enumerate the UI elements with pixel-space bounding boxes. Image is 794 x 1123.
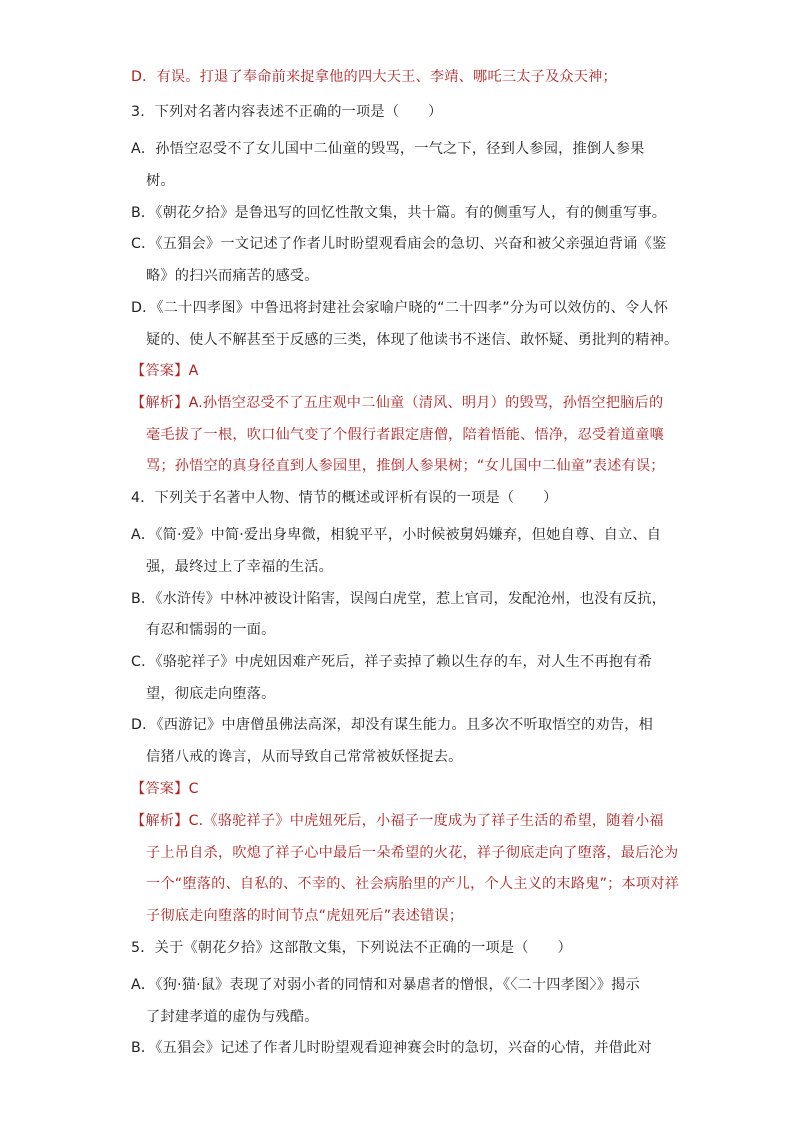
question-4-analysis-cont1: 子上吊自杀，吹熄了祥子心中最后一朵希望的火花，祥子彻底走向了堕落，最后沦为	[146, 845, 679, 861]
question-5-option-a: A．《狗·猫·鼠》表现了对弱小者的同情和对暴虐者的憎恨，《〈二十四孝图〉》揭示	[131, 977, 640, 993]
answer-tag: 【答案】	[131, 781, 189, 797]
question-3-option-a: A．孙悟空忍受不了女儿国中二仙童的毁骂，一气之下，径到人参园，推倒人参果	[131, 141, 645, 157]
question-4-option-b-cont: 有忍和懦弱的一面。	[146, 622, 276, 638]
question-3-option-c: C．《五猖会》一文记述了作者儿时盼望观看庙会的急切、兴奋和被父亲强迫背诵《鉴	[131, 236, 667, 252]
question-4-option-d: D．《西游记》中唐僧虽佛法高深，却没有谋生能力。且多次不听取悟空的劝告，相	[131, 717, 653, 733]
question-4-answer	[131, 779, 671, 799]
question-4-option-a-cont: 强，最终过上了幸福的生活。	[146, 559, 334, 575]
question-3-stem: 3．下列对名著内容表述不正确的一项是（ ）	[131, 104, 443, 120]
answer-value: C	[188, 781, 199, 797]
question-4-analysis-cont2: 一个“堕落的、自私的、不幸的、社会病胎里的产儿，个人主义的末路鬼”；本项对祥	[146, 876, 680, 892]
analysis-tag: 【解析】	[131, 813, 189, 829]
question-4-analysis	[131, 811, 671, 831]
question-4-option-d-cont: 信猪八戒的谗言，从而导致自己常常被妖怪捉去。	[146, 749, 463, 765]
question-3-analysis-cont2: 骂；孙悟空的真身径直到人参园里，推倒人参果树；“女儿国中二仙童”表述有误；	[146, 458, 665, 474]
answer-value: A	[188, 363, 199, 379]
answer-tag: 【答案】	[131, 363, 189, 379]
question-4-option-a: A．《简·爱》中简·爱出身卑微，相貌平平，小时候被舅妈嫌弃，但她自尊、自立、自	[131, 527, 662, 543]
question-3-option-c-cont: 略》的扫兴而痛苦的感受。	[146, 268, 319, 284]
question-3-option-d: D．《二十四孝图》中鲁迅将封建社会家喻户晓的“二十四孝”分为可以效仿的、令人怀	[131, 300, 669, 316]
question-3-answer	[131, 361, 671, 381]
question-3-analysis	[131, 393, 671, 413]
question-3-option-b: B．《朝花夕拾》是鲁迅写的回忆性散文集，共十篇。有的侧重写人，有的侧重写事。	[131, 205, 667, 221]
question-5-option-a-cont: 了封建孝道的虚伪与残酷。	[146, 1009, 319, 1025]
question-5-stem: 5．关于《朝花夕拾》这部散文集，下列说法不正确的一项是（ ）	[131, 940, 572, 956]
question-4-option-b: B．《水浒传》中林冲被设计陷害，误闯白虎堂，惹上官司，发配沧州，也没有反抗，	[131, 591, 667, 607]
analysis-tag: 【解析】	[131, 395, 189, 411]
question-4-analysis-cont3: 子彻底走向堕落的时间节点“虎妞死后”表述错误；	[146, 908, 464, 924]
analysis-text: C.《骆驼祥子》中虎妞死后，小福子一度成为了祥子生活的希望，随着小福	[188, 813, 664, 829]
question-4-option-c-cont: 望，彻底走向堕落。	[146, 686, 276, 702]
question-4-stem: 4．下列关于名著中人物、情节的概述或评析有误的一项是（ ）	[131, 490, 558, 506]
question-5-option-b: B．《五猖会》记述了作者儿时盼望观看迎神赛会时的急切，兴奋的心情，并借此对	[131, 1040, 652, 1056]
analysis-text: A.孙悟空忍受不了五庄观中二仙童（清风、明月）的毁骂，孙悟空把脑后的	[188, 395, 664, 411]
option-d-q2-answer: D．有误。打退了奉命前来捉拿他的四大天王、李靖、哪吒三太子及众天神；	[131, 69, 617, 85]
question-3-option-d-cont: 疑的、使人不解甚至于反感的三类，体现了他读书不迷信、敢怀疑、勇批判的精神。	[146, 332, 679, 348]
question-3-option-a-cont: 树。	[146, 173, 175, 189]
question-3-analysis-cont1: 毫毛拔了一根，吹口仙气变了个假行者跟定唐僧，陪着悟能、悟净，忍受着道童嚷	[146, 427, 664, 443]
question-4-option-c: C．《骆驼祥子》中虎妞因难产死后，祥子卖掉了赖以生存的车，对人生不再抱有希	[131, 654, 652, 670]
